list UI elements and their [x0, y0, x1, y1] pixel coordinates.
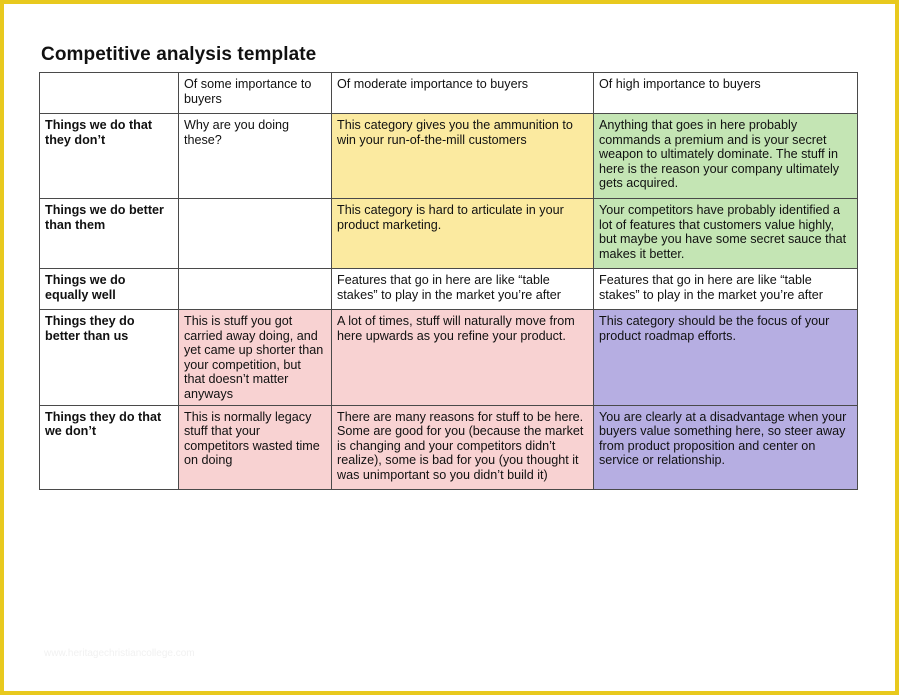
table-cell: Your competitors have probably identified a lot of features that customers value highly, but maybe you have some secret sauce that makes it better. [594, 199, 858, 269]
row-label: Things we do equally well [40, 269, 179, 310]
table-row [40, 114, 858, 199]
header-some-importance: Of some importance to buyers [179, 73, 332, 114]
table-cell: A lot of times, stuff will naturally move from here upwards as you refine your product. [332, 310, 594, 406]
document-title: Competitive analysis template [41, 44, 317, 65]
table-row [40, 199, 858, 269]
table-row [40, 310, 858, 406]
row-label: Things they do that we don’t [40, 405, 179, 489]
table-cell: This is stuff you got carried away doing, and yet came up shorter than your competition, but that doesn’t matter anyways [179, 310, 332, 406]
table-cell: Why are you doing these? [179, 114, 332, 199]
table-cell: Anything that goes in here probably commands a premium and is your secret weapon to ultimately dominate. The stuff in here is the reason your company ultimately gets acquired. [594, 114, 858, 199]
competitive-analysis-table [39, 72, 858, 490]
header-high-importance: Of high importance to buyers [594, 73, 858, 114]
table-cell: Features that go in here are like “table stakes” to play in the market you’re after [332, 269, 594, 310]
table-cell: Features that go in here are like “table stakes” to play in the market you’re after [594, 269, 858, 310]
table-row [40, 405, 858, 489]
table-cell: This is normally legacy stuff that your competitors wasted time on doing [179, 405, 332, 489]
header-moderate-importance: Of moderate importance to buyers [332, 73, 594, 114]
header-corner-cell [40, 73, 179, 114]
table-header-row [40, 73, 858, 114]
table-row [40, 269, 858, 310]
row-label: Things we do that they don’t [40, 114, 179, 199]
table-cell: This category gives you the ammunition to win your run-of-the-mill customers [332, 114, 594, 199]
row-label: Things we do better than them [40, 199, 179, 269]
table-cell: This category should be the focus of your product roadmap efforts. [594, 310, 858, 406]
table-cell [179, 269, 332, 310]
table-cell: You are clearly at a disadvantage when your buyers value something here, so steer away from product proposition and center on service or relationship. [594, 405, 858, 489]
table-cell: There are many reasons for stuff to be here. Some are good for you (because the market is changing and your competitors didn’t realize), some is bad for you (you thought it was unimportant so you didn’t build it) [332, 405, 594, 489]
watermark: www.heritagechristiancollege.com [44, 648, 195, 659]
row-label: Things they do better than us [40, 310, 179, 406]
table-cell [179, 199, 332, 269]
table-cell: This category is hard to articulate in your product marketing. [332, 199, 594, 269]
